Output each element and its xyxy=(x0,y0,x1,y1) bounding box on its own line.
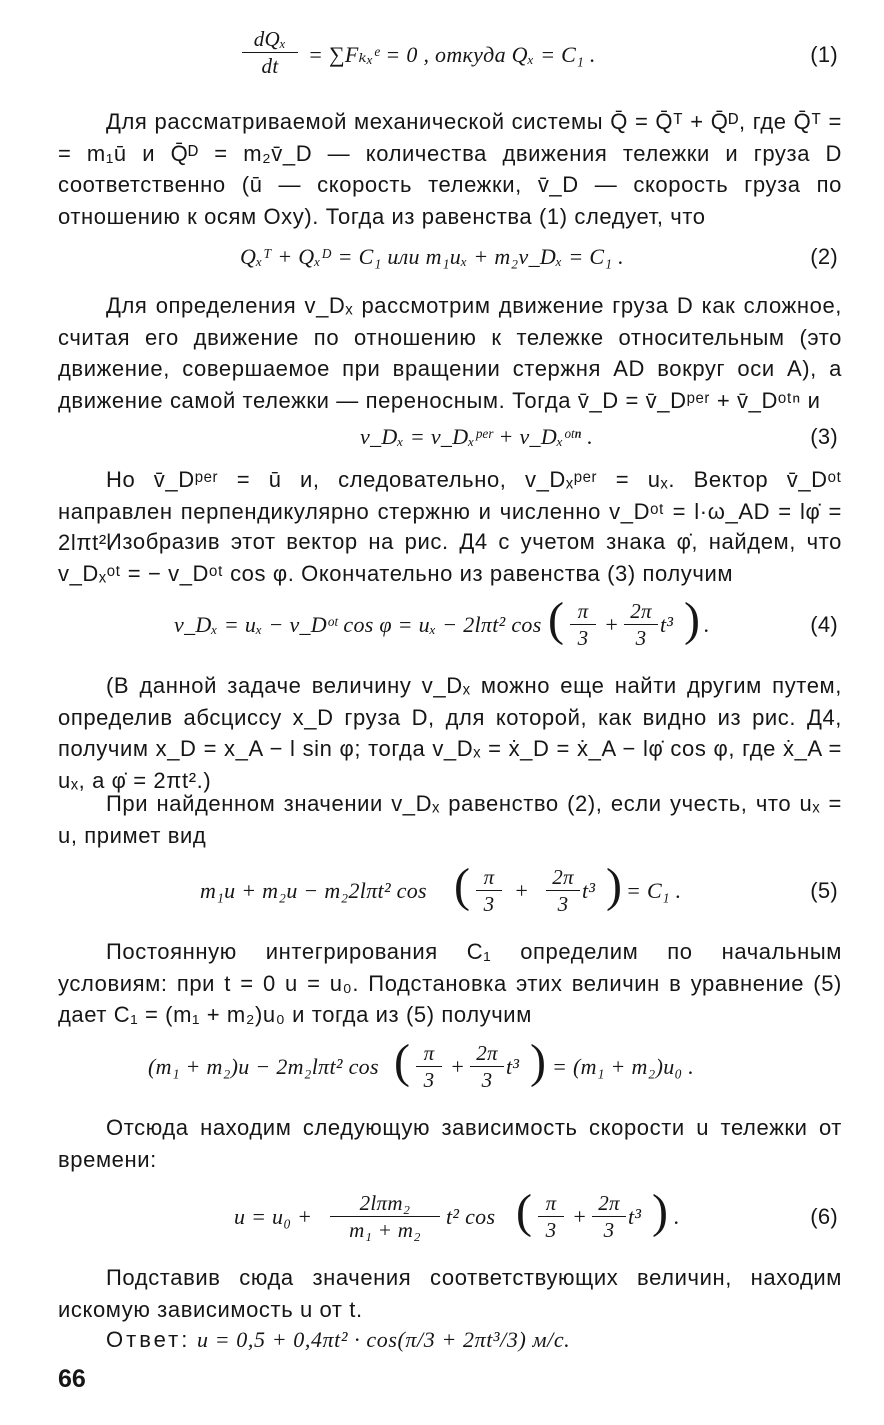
page-number: 66 xyxy=(58,1365,86,1393)
equation-2-expr: Qₓᵀ + Qₓᴰ = C₁ или m₁uₓ + m₂v_Dₓ = C₁ . xyxy=(240,244,624,269)
equation-3 xyxy=(58,420,842,466)
paragraph-1: Для рассматриваемой механической системы Q̄ = Q̄ᵀ + Q̄ᴰ, где Q̄ᵀ = = m₁ū и Q̄ᴰ = m₂v̄_D — количества движения тележки и груза D соответственно (ū — скорость тележки, v̄_D — скорость груза по отношению к осям Oxy). Тогда из равенства (1) следует, что xyxy=(58,109,842,229)
fraction-denominator: 3 xyxy=(546,890,580,917)
t-cubed: t³ xyxy=(628,1204,642,1229)
fraction-denominator: 3 xyxy=(538,1216,564,1243)
fraction-numerator: 2π xyxy=(630,599,652,623)
right-paren: ) xyxy=(652,1185,669,1238)
paragraph-7: Постоянную интегрирования C₁ определим по начальным условиям: при t = 0 u = u₀. Подстановка этих величин в уравнение (5) дает C₁ = (m₁ + m₂)u₀ и тогда из (5) получим xyxy=(58,939,842,1027)
fraction-denominator: 3 xyxy=(570,624,596,651)
equation-1-number: (1) xyxy=(810,42,838,67)
equation-6 xyxy=(58,1186,842,1248)
right-paren: ) xyxy=(684,593,701,646)
equation-2 xyxy=(58,240,842,286)
left-paren: ( xyxy=(516,1185,533,1238)
paragraph-6: При найденном значении v_Dₓ равенство (2), если учесть, что uₓ = u, примет вид xyxy=(58,791,842,848)
plus-sign: + xyxy=(604,612,620,637)
fraction-2pi-3 xyxy=(470,1040,504,1093)
fraction-numerator: 2lπm₂ xyxy=(359,1191,411,1215)
left-paren: ( xyxy=(548,593,565,646)
fraction-denominator: 3 xyxy=(476,890,502,917)
equation-1 xyxy=(58,22,842,86)
fraction-pi-3 xyxy=(476,864,502,917)
plus-sign: + xyxy=(514,878,530,903)
equation-5-number: (5) xyxy=(810,878,838,903)
equation-5 xyxy=(58,860,842,922)
fraction-numerator: π xyxy=(577,599,589,623)
equation-4-tail: . xyxy=(704,612,710,637)
paragraph-3: Но v̄_Dᵖᵉʳ = ū и, следовательно, v_Dₓᵖᵉʳ = uₓ. Вектор v̄_Dᵒᵗ направлен перпендикулярно стержню и численно v_Dᵒᵗ = l·ω_AD = lφ̇ = 2lπt². xyxy=(58,467,842,555)
answer-line xyxy=(58,1324,842,1356)
fraction-denominator: 3 xyxy=(624,624,658,651)
fraction-numerator: π xyxy=(423,1041,435,1065)
equation-constant xyxy=(58,1036,842,1098)
fraction-numerator: 2π xyxy=(598,1191,620,1215)
fraction-dq-dt xyxy=(242,26,298,79)
right-paren: ) xyxy=(606,859,623,912)
fraction-pi-3 xyxy=(538,1190,564,1243)
equation-constant-tail: = (m₁ + m₂)u₀ . xyxy=(552,1054,695,1079)
equation-1-rest: = ∑Fₖₓᵉ = 0 , откуда Qₓ = C₁ . xyxy=(308,42,596,67)
fraction-2pi-3 xyxy=(624,598,658,651)
equation-3-expr: v_Dₓ = v_Dₓᵖᵉʳ + v_Dₓᵒᵗⁿ . xyxy=(360,424,593,449)
equation-6-tail: . xyxy=(674,1204,680,1229)
equation-6-number: (6) xyxy=(810,1204,838,1229)
equation-2-number: (2) xyxy=(810,244,838,269)
equation-4 xyxy=(58,593,842,658)
fraction-2pi-3 xyxy=(592,1190,626,1243)
t-cubed: t³ xyxy=(660,612,674,637)
fraction-pi-3 xyxy=(570,598,596,651)
equation-4-lhs: v_Dₓ = uₓ − v_Dᵒᵗ cos φ = uₓ − 2lπt² cos xyxy=(174,612,542,637)
answer-text: u = 0,5 + 0,4πt² · cos(π/3 + 2πt³/3) м/с. xyxy=(197,1327,571,1352)
paragraph-5: (В данной задаче величину v_Dₓ можно еще найти другим путем, определив абсциссу x_D груза D, для которой, как видно из рис. Д4, получим x_D = x_A − l sin φ; тогда v_Dₓ = ẋ_D = ẋ_A − lφ̇ cos φ, где ẋ_A = uₓ, а φ̇ = 2πt².) xyxy=(58,673,842,793)
equation-3-number: (3) xyxy=(810,424,838,449)
equation-5-lhs: m₁u + m₂u − m₂2lπt² cos xyxy=(200,878,427,903)
plus-sign: + xyxy=(572,1204,588,1229)
left-paren: ( xyxy=(394,1035,411,1088)
left-paren: ( xyxy=(454,859,471,912)
fraction-denominator: 3 xyxy=(416,1066,442,1093)
equation-6-mid: t² cos xyxy=(446,1204,496,1229)
fraction-pi-3 xyxy=(416,1040,442,1093)
fraction-numerator: 2π xyxy=(476,1041,498,1065)
right-paren: ) xyxy=(530,1035,547,1088)
fraction-coefficient xyxy=(330,1190,440,1243)
fraction-denominator: 3 xyxy=(592,1216,626,1243)
equation-4-number: (4) xyxy=(810,612,838,637)
paragraph-2: Для определения v_Dₓ рассмотрим движение груза D как сложное, считая его движение по отношению к тележке относительным (это движение, совершаемое при вращении стержня AD вокруг оси A), а движение самой тележки — переносным. Тогда v̄_D = v̄_Dᵖᵉʳ + v̄_Dᵒᵗⁿ и xyxy=(58,293,842,413)
equation-constant-lhs: (m₁ + m₂)u − 2m₂lπt² cos xyxy=(148,1054,379,1079)
fraction-numerator: π xyxy=(545,1191,557,1215)
plus-sign: + xyxy=(450,1054,466,1079)
fraction-denominator: m₁ + m₂ xyxy=(330,1216,440,1243)
equation-5-tail: = C₁ . xyxy=(626,878,682,903)
fraction-numerator: dQₓ xyxy=(253,27,287,51)
fraction-denominator: 3 xyxy=(470,1066,504,1093)
paragraph-8: Отсюда находим следующую зависимость скорости u тележки от времени: xyxy=(58,1115,842,1172)
paragraph-4: Изобразив этот вектор на рис. Д4 с учетом знака φ̇, найдем, что v_Dₓᵒᵗ = − v_Dᵒᵗ cos φ. Окончательно из равенства (3) получим xyxy=(58,529,842,586)
fraction-numerator: π xyxy=(483,865,495,889)
equation-6-lhs: u = u₀ + xyxy=(234,1204,313,1229)
paragraph-9: Подставив сюда значения соответствующих величин, находим искомую зависимость u от t. xyxy=(58,1265,842,1322)
t-cubed: t³ xyxy=(506,1054,520,1079)
fraction-numerator: 2π xyxy=(552,865,574,889)
fraction-2pi-3 xyxy=(546,864,580,917)
answer-label: Ответ: xyxy=(106,1327,191,1352)
fraction-denominator: dt xyxy=(242,52,298,79)
t-cubed: t³ xyxy=(582,878,596,903)
